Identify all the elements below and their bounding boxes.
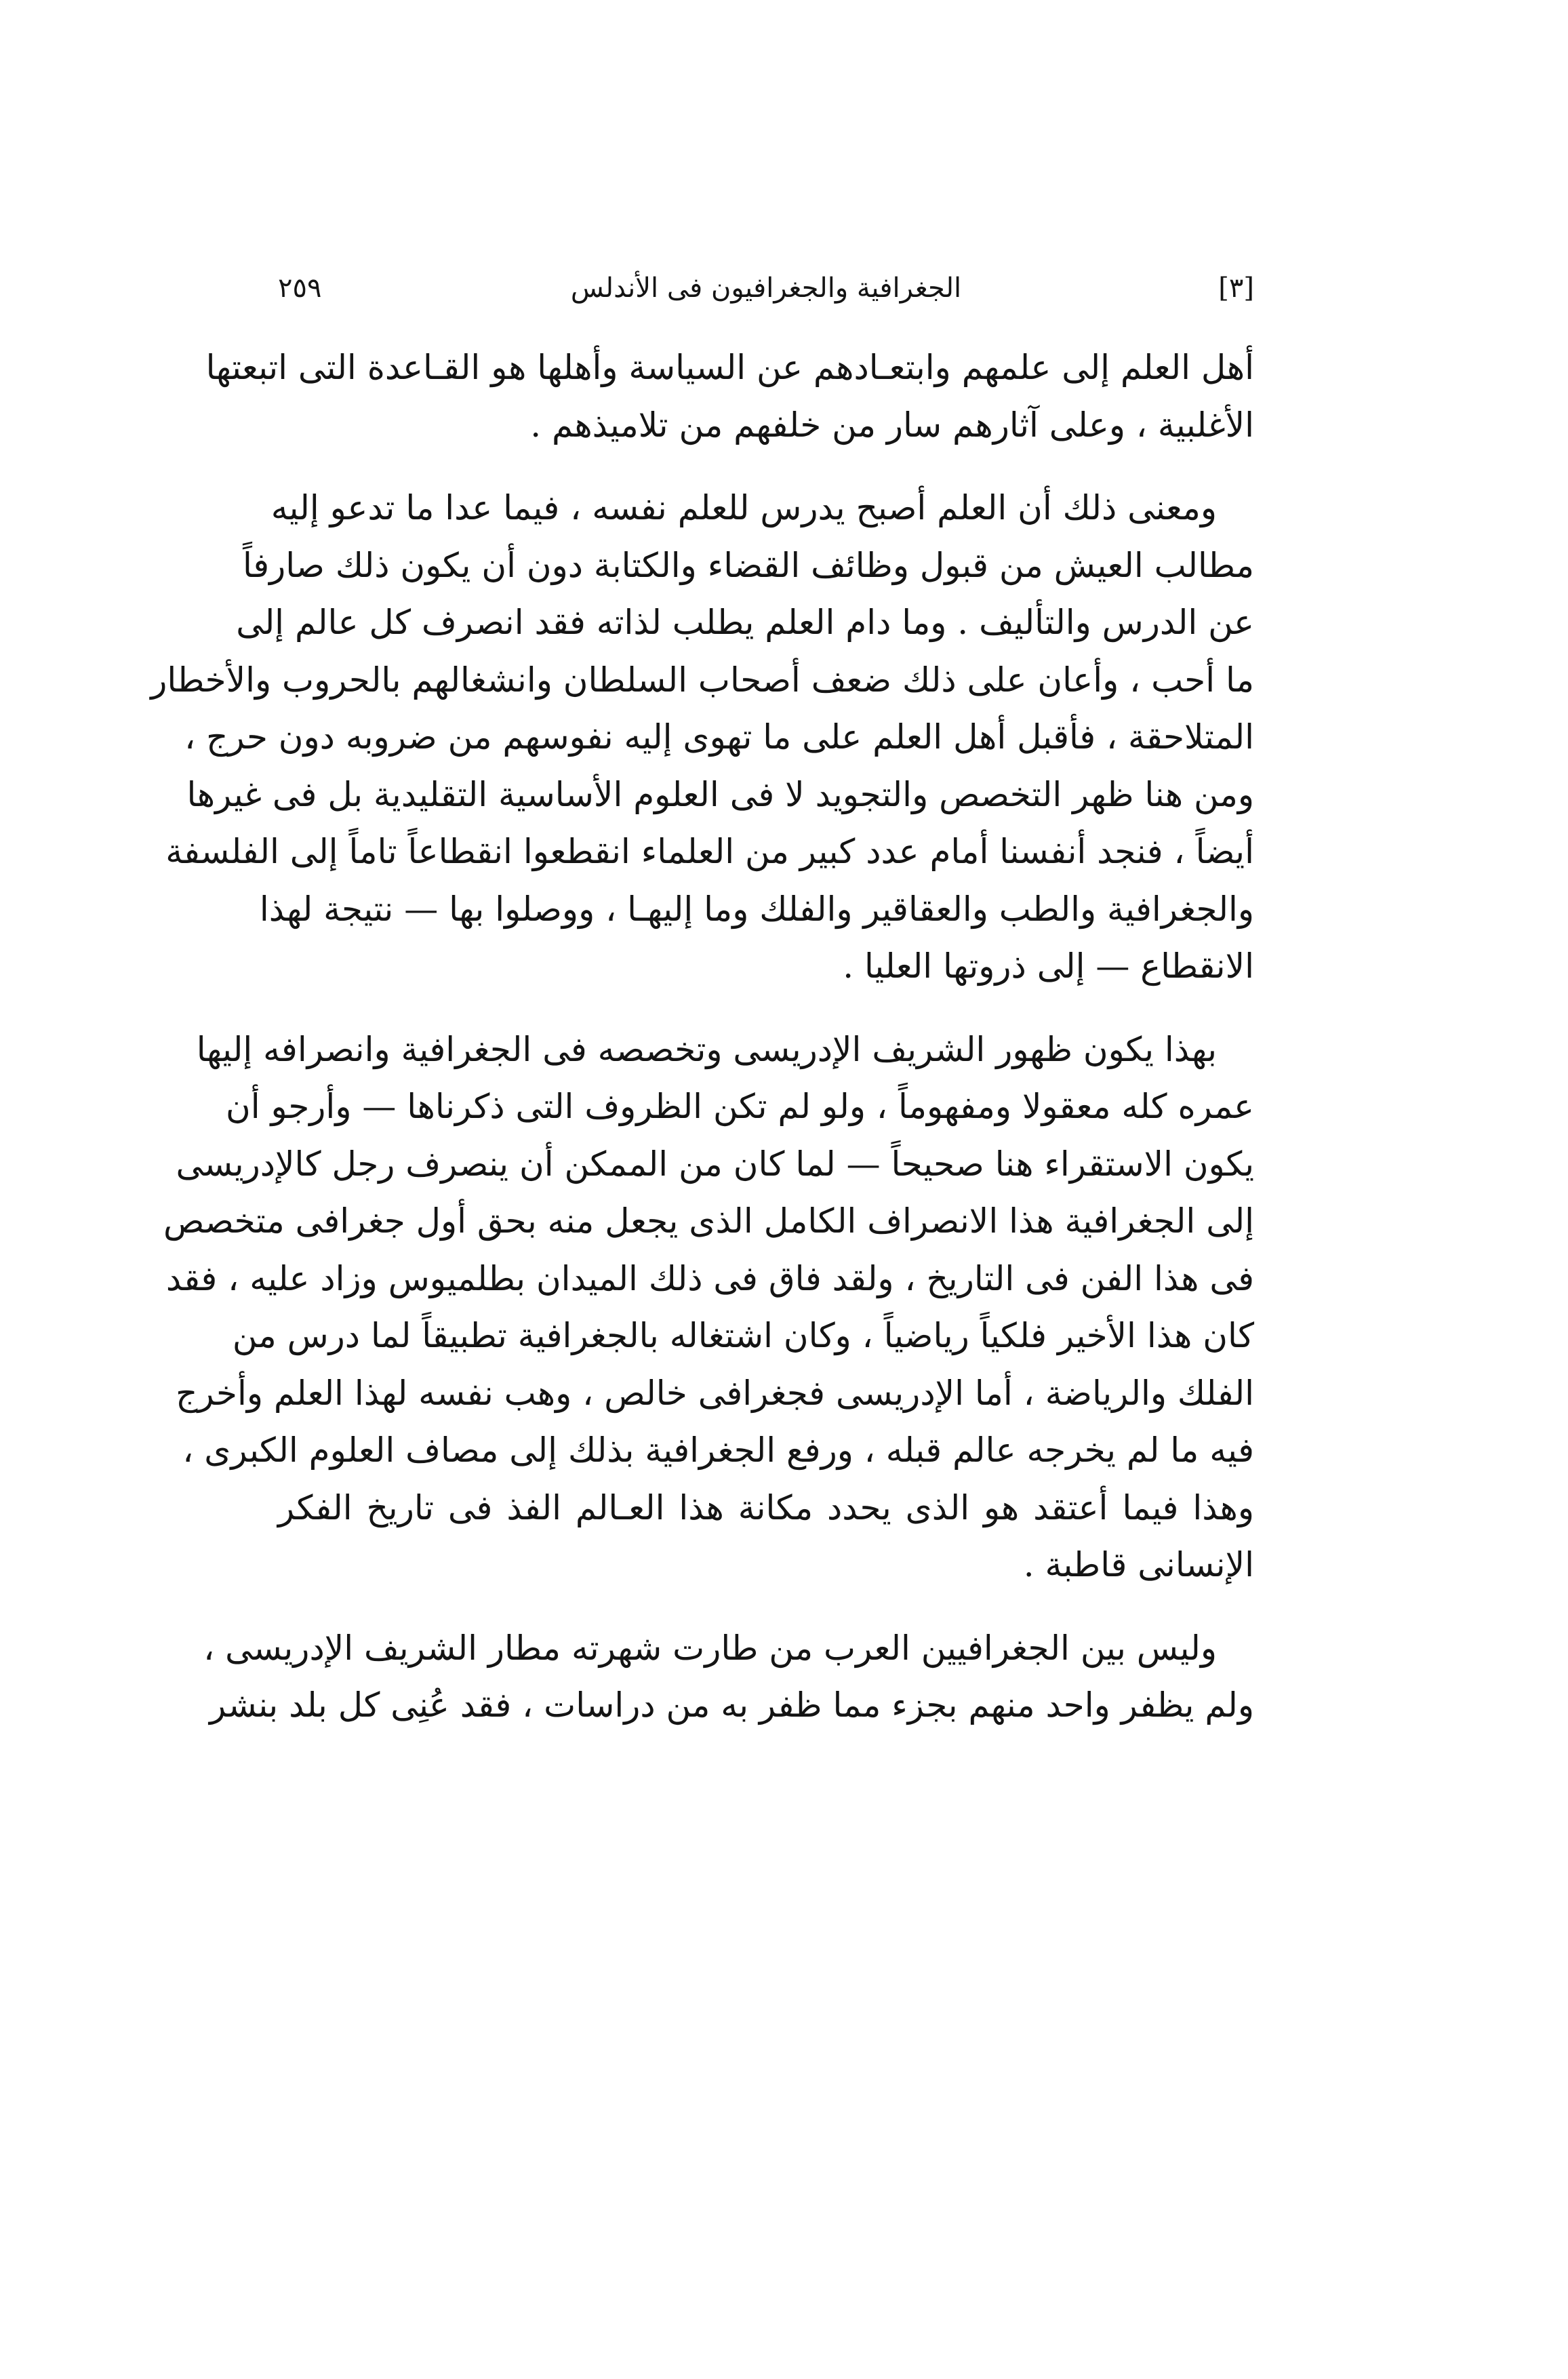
- text-line: فيه ما لم يخرجه عالم قبله ، ورفع الجغرافية بذلك إلى مصاف العلوم الكبرى ،: [182, 1431, 1254, 1470]
- text-line: الانقطاع — إلى ذروتها العليا .: [843, 946, 1254, 986]
- section-mark: [٣]: [1218, 273, 1254, 304]
- text-line: بهذا يكون ظهور الشريف الإدريسى وتخصصه فى الجغرافية وانصرافه إليها: [196, 1029, 1217, 1069]
- paragraph-1: [205, 339, 1254, 454]
- text-line: عمره كله معقولا ومفهوماً ، ولو لم تكن الظروف التى ذكرناها — وأرجو أن: [226, 1087, 1254, 1126]
- text-line: ما أحب ، وأعان على ذلك ضعف أصحاب السلطان وانشغالهم بالحروب والأخطار: [150, 660, 1254, 700]
- text-line: المتلاحقة ، فأقبل أهل العلم على ما تهوى إليه نفوسهم من ضروبه دون حرج ،: [184, 717, 1254, 757]
- running-header: [278, 268, 1254, 315]
- text-line: ولم يظفر واحد منهم بجزء مما ظفر به من دراسات ، فقد عُنِى كل بلد بنشر: [209, 1685, 1254, 1725]
- text-line: الأغلبية ، وعلى آثارهم سار من خلفهم من تلاميذهم .: [530, 405, 1254, 445]
- running-title: الجغرافية والجغرافيون فى الأندلس: [570, 273, 962, 304]
- text-line: إلى الجغرافية هذا الانصراف الكامل الذى يجعل منه بحق أول جغرافى متخصص: [163, 1201, 1254, 1241]
- paragraph-2: [150, 479, 1254, 995]
- text-line: أهل العلم إلى علمهم وابتعـادهم عن السياسة وأهلها هو القـاعدة التى اتبعتها: [205, 348, 1254, 387]
- paragraph-4: [203, 1620, 1254, 1734]
- text-line: أيضاً ، فنجد أنفسنا أمام عدد كبير من العلماء انقطعوا انقطاعاً تاماً إلى الفلسفة: [165, 832, 1254, 871]
- text-line: الإنسانى قاطبة .: [1023, 1545, 1254, 1584]
- body-text: [150, 339, 1254, 1760]
- text-line: عن الدرس والتأليف . وما دام العلم يطلب لذاته فقد انصرف كل عالم إلى: [236, 603, 1254, 642]
- text-line: الفلك والرياضة ، أما الإدريسى فجغرافى خالص ، وهب نفسه لهذا العلم وأخرج: [176, 1373, 1254, 1413]
- text-line: فى هذا الفن فى التاريخ ، ولقد فاق فى ذلك الميدان بطلميوس وزاد عليه ، فقد: [165, 1258, 1254, 1298]
- paragraph-3: [163, 1021, 1254, 1594]
- text-line: مطالب العيش من قبول وظائف القضاء والكتابة دون أن يكون ذلك صارفاً: [243, 545, 1254, 585]
- text-line: وليس بين الجغرافيين العرب من طارت شهرته مطار الشريف الإدريسى ،: [203, 1628, 1217, 1668]
- text-line: كان هذا الأخير فلكياً رياضياً ، وكان اشتغاله بالجغرافية تطبيقاً لما درس من: [232, 1316, 1254, 1355]
- text-line: وهذا فيما أعتقد هو الذى يحدد مكانة هذا العـالم الفذ فى تاريخ الفكر: [278, 1487, 1254, 1527]
- page-number: ٢٥٩: [278, 273, 322, 304]
- text-line: ومن هنا ظهر التخصص والتجويد لا فى العلوم الأساسية التقليدية بل فى غيرها: [186, 774, 1254, 814]
- text-line: ومعنى ذلك أن العلم أصبح يدرس للعلم نفسه ، فيما عدا ما تدعو إليه: [270, 488, 1217, 527]
- text-line: يكون الاستقراء هنا صحيحاً — لما كان من الممكن أن ينصرف رجل كالإدريسى: [176, 1144, 1254, 1184]
- text-line: والجغرافية والطب والعقاقير والفلك وما إليهـا ، ووصلوا بها — نتيجة لهذا: [259, 889, 1254, 929]
